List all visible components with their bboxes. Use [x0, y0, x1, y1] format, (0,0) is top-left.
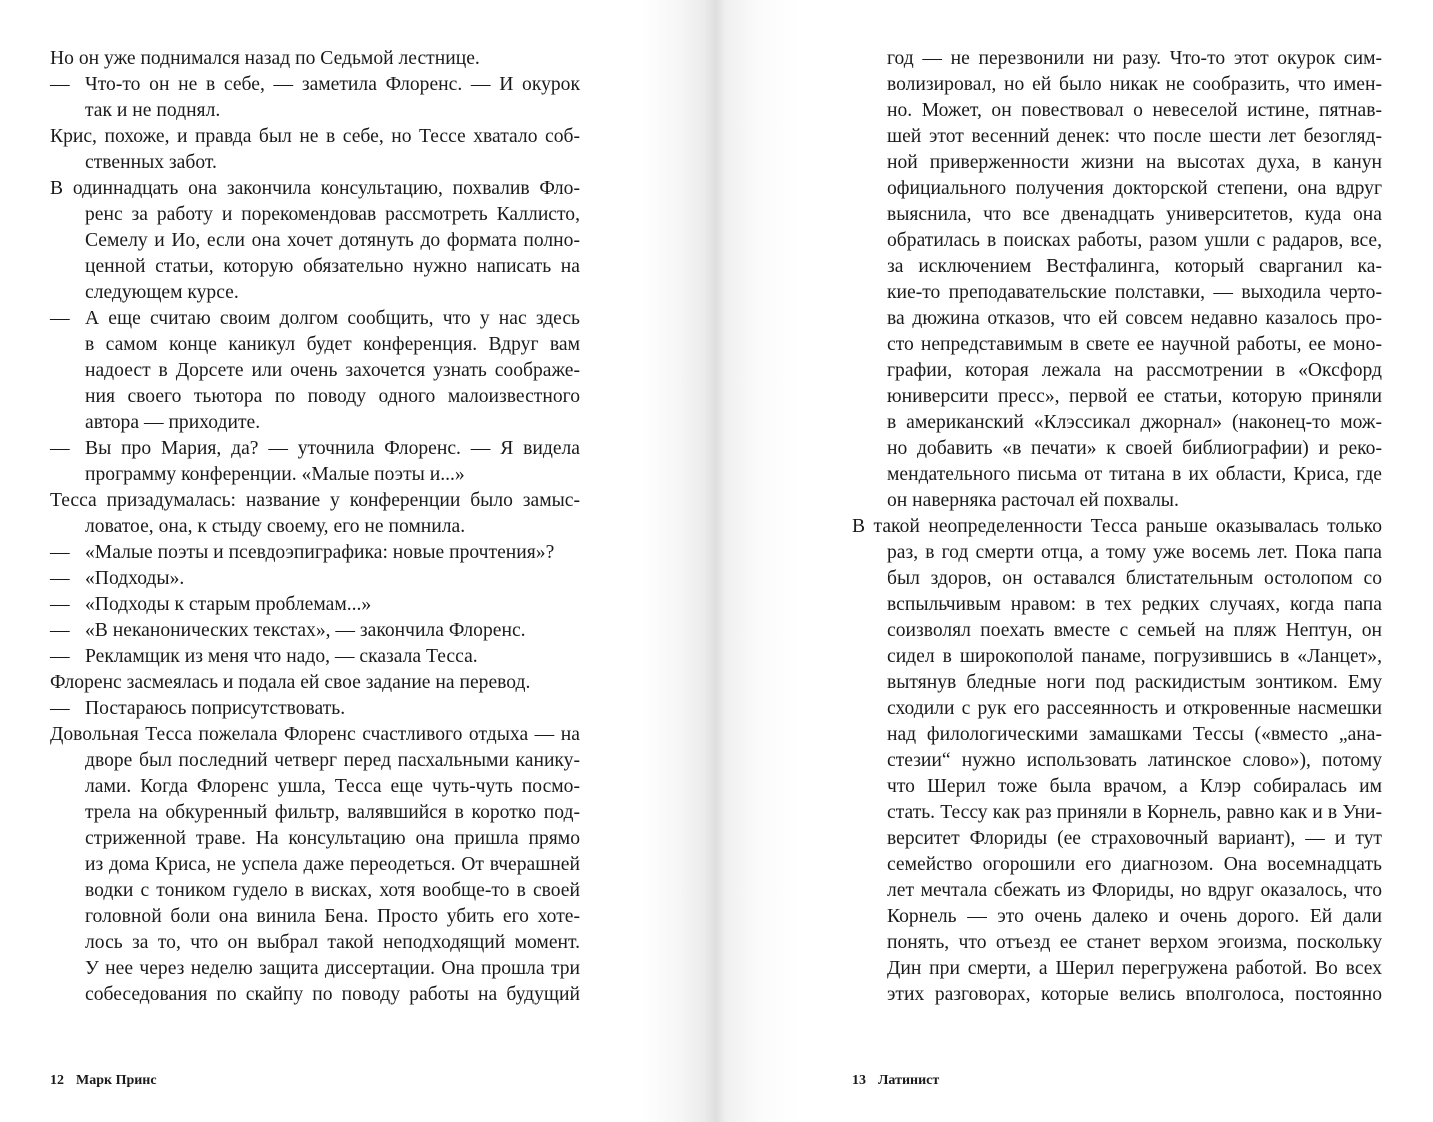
left-page-footer	[50, 1073, 157, 1089]
text-line: семейство огорошили его диагнозом. Она восемнадцать	[887, 854, 1382, 875]
dialogue-line: — А еще считаю своим долгом сообщить, что у нас здесь	[50, 306, 580, 332]
dialogue-dash: —	[50, 308, 70, 329]
text-line: раз, в год смерти отца, а тому уже восемь лет. Пока папа	[887, 542, 1382, 563]
dialogue-line: — Постараюсь поприсутствовать.	[50, 696, 580, 722]
dialogue-line: — «Малые поэты и псевдоэпиграфика: новые прочтения»?	[50, 540, 580, 566]
text-line: следующем курсе.	[85, 282, 239, 303]
text-line: собеседования по скайпу по поводу работы на будущий	[85, 984, 580, 1005]
text-line: за исключением Вестфалинга, который сварганил ка-	[887, 256, 1382, 277]
text-line: но добавить «в печати» к своей библиографии) и реко-	[887, 438, 1382, 459]
text-line: трела на обкуренный фильтр, валявшийся в коротко под-	[85, 802, 580, 823]
text-line: вытянув бледные ноги под раскидистым зонтиком. Ему	[887, 672, 1382, 693]
text-line: ния своего тьютора по поводу одного малоизвестного	[85, 386, 580, 407]
dialogue-dash: —	[50, 542, 70, 563]
dialogue-line: — «Подходы к старым проблемам...»	[50, 592, 580, 618]
text-line: Дин при смерти, а Шерил перегружена работой. Во всех	[887, 958, 1382, 979]
text-line: выяснила, что все двенадцать университетов, куда она	[887, 204, 1382, 225]
text-line: Тесса призадумалась: название у конференции было замыс-	[50, 490, 580, 511]
text-line: мендательного письма от титана в их области, Криса, где	[887, 464, 1382, 485]
text-line: В одиннадцать она закончила консультацию, похвалив Фло-	[50, 178, 580, 199]
text-line: ренс за работу и порекомендовав рассмотреть Каллисто,	[85, 204, 580, 225]
text-line: стезии“ нужно использовать латинское слово»), потому	[887, 750, 1382, 771]
right-page-text	[852, 46, 1382, 1008]
text-line: сто непредставимым в свете ее научной работы, ее моно-	[887, 334, 1382, 355]
right-page-footer	[852, 1073, 939, 1089]
text-line: автора — приходите.	[85, 412, 261, 433]
text-line: обратилась в поисках работы, разом ушли с радаров, все,	[887, 230, 1382, 251]
text-line: вспыльчивым нравом: в тех редких случаях, когда папа	[887, 594, 1382, 615]
text-line: дворе был последний четверг перед пасхальными канику-	[85, 750, 580, 771]
dialogue-line: — «Подходы».	[50, 566, 580, 592]
dialogue-line: — Вы про Мария, да? — уточнила Флоренс. — Я видела	[50, 436, 580, 462]
dialogue-dash: —	[50, 568, 70, 589]
text-line: лось за то, что он выбрал такой неподходящий момент.	[85, 932, 580, 953]
dialogue-dash: —	[50, 438, 70, 459]
text-line: понять, что отъезд ее станет верхом эгоизма, поскольку	[887, 932, 1382, 953]
dialogue-line: — Что-то он не в себе, — заметила Флоренс. — И окурок	[50, 72, 580, 98]
text-line: ловатое, она, к стыду своему, его не помнила.	[85, 516, 466, 537]
text-line: У нее через неделю защита диссертации. Она прошла три	[85, 958, 580, 979]
text-line: волизировал, но ей было никак не сообразить, что имен-	[887, 74, 1382, 95]
text-line: юниверсити пресс», первой ее статьи, которую приняли	[887, 386, 1382, 407]
text-line: Довольная Тесса пожелала Флоренс счастливого отдыха — на	[50, 724, 580, 745]
text-line: что Шерил тоже была врачом, а Клэр собиралась им	[887, 776, 1382, 797]
text-line: стать. Тессу как раз приняли в Корнель, равно как и в Уни-	[887, 802, 1382, 823]
page-number: 13	[852, 1073, 866, 1088]
text-line: был здоров, он оставался блистательным остолопом со	[887, 568, 1382, 589]
text-line: сидел в широкополой панаме, погрузившись в «Ланцет»,	[887, 646, 1382, 667]
text-line: так и не поднял.	[85, 100, 221, 121]
running-head-title: Латинист	[878, 1073, 940, 1088]
text-line: надоест в Дорсете или очень захочется узнать соображе-	[85, 360, 580, 381]
text-line: сходили с рук его рассеянность и откровенные насмешки	[887, 698, 1382, 719]
dialogue-dash: —	[50, 620, 70, 641]
page-number: 12	[50, 1073, 64, 1088]
dialogue-dash: —	[50, 646, 70, 667]
text-line: Корнель — это очень далеко и очень дорого. Ей дали	[887, 906, 1382, 927]
text-line: из дома Криса, не успела даже переодеться. От вчерашней	[85, 854, 580, 875]
dialogue-dash: —	[50, 594, 70, 615]
text-line: шей этот весенний денек: что после шести лет безогляд-	[887, 126, 1382, 147]
text-line: в американский «Клэссикал джорнал» (наконец-то мож-	[887, 412, 1382, 433]
text-line: программу конференции. «Малые поэты и...»	[85, 464, 465, 485]
text-line: кие-то преподавательские полставки, — выходила черто-	[887, 282, 1382, 303]
text-line: в самом конце каникул будет конференция. Вдруг вам	[85, 334, 580, 355]
text-line: официального получения докторской степени, она вдруг	[887, 178, 1382, 199]
text-line: но. Может, он повествовал о невеселой истине, пятнав-	[887, 100, 1382, 121]
text-line: стриженной траве. На консультацию она пришла прямо	[85, 828, 580, 849]
text-line: ва дюжина отказов, что ей совсем недавно казалось про-	[887, 308, 1382, 329]
text-line: над филологическими замашками Тессы («вместо „ана-	[887, 724, 1382, 745]
text-line: ственных забот.	[85, 152, 217, 173]
dialogue-dash: —	[50, 74, 70, 95]
text-line: этих разговорах, которые велись вполголоса, постоянно	[887, 984, 1382, 1005]
text-line: Крис, похоже, и правда был не в себе, но Тессе хватало соб-	[50, 126, 580, 147]
left-page-text	[50, 46, 580, 1008]
text-line: В такой неопределенности Тесса раньше оказывалась только	[852, 516, 1382, 537]
dialogue-line: — Рекламщик из меня что надо, — сказала Тесса.	[50, 644, 580, 670]
text-line: год — не перезвонили ни разу. Что-то этот окурок сим-	[887, 48, 1382, 69]
text-line: он наверняка расточал ей похвалы.	[887, 490, 1179, 511]
text-line: водки с тоником гудело в висках, хотя вообще-то в своей	[85, 880, 580, 901]
text-line: Флоренс засмеялась и подала ей свое задание на перевод.	[50, 672, 531, 693]
text-line: графии, которая лежала на рассмотрении в «Оксфорд	[887, 360, 1382, 381]
text-line: лами. Когда Флоренс ушла, Тесса еще чуть-чуть посмо-	[85, 776, 580, 797]
text-line: соизволял поехать вместе с семьей на пляж Нептун, он	[887, 620, 1382, 641]
dialogue-dash: —	[50, 698, 70, 719]
text-line: верситет Флориды (ее страховочный вариант), — и тут	[887, 828, 1382, 849]
text-line: лет мечтала сбежать из Флориды, но вдруг оказалось, что	[887, 880, 1382, 901]
text-line: Но он уже поднимался назад по Седьмой лестнице.	[50, 48, 480, 69]
text-line: ценной статьи, которую обязательно нужно написать на	[85, 256, 580, 277]
running-head-author: Марк Принс	[76, 1073, 157, 1088]
text-line: головной боли она винила Бена. Просто убить его хоте-	[85, 906, 580, 927]
text-line: Семелу и Ио, если она хочет дотянуть до формата полно-	[85, 230, 580, 251]
text-line: ной приверженности жизни на высотах духа, в канун	[887, 152, 1382, 173]
dialogue-line: — «В неканонических текстах», — закончила Флоренс.	[50, 618, 580, 644]
